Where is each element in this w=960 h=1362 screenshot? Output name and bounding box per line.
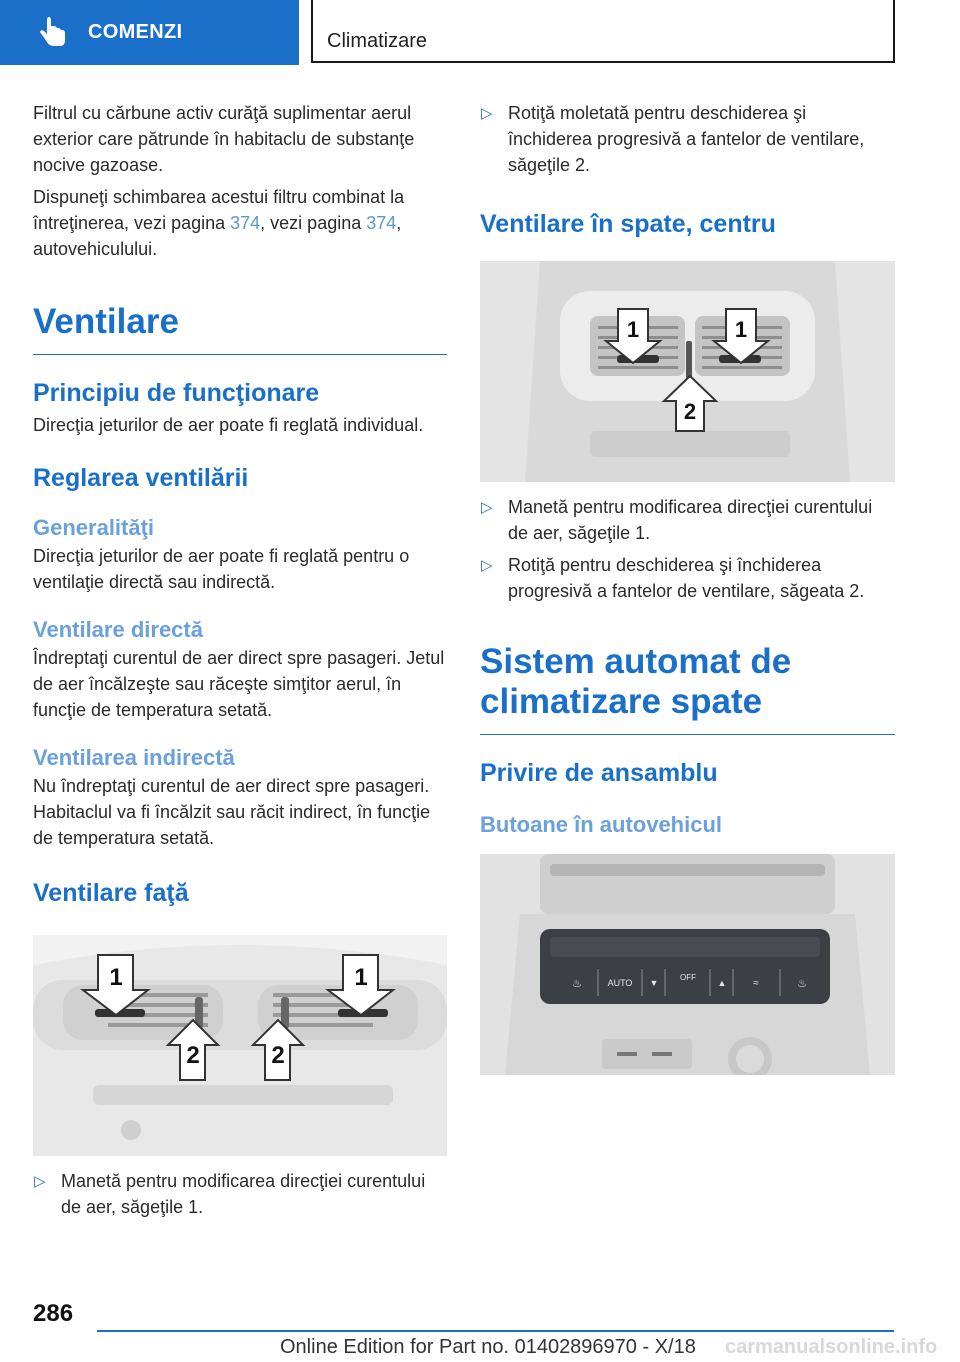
rear-bullet-maneta <box>480 494 895 546</box>
heading-generalitati: Generalităţi <box>33 515 155 540</box>
page-number: 286 <box>33 1300 74 1327</box>
rear-bullet-rotita-text: Rotiţă pentru deschiderea şi închiderea progresivă a fantelor de ventilare, săgeata 2. <box>508 555 865 601</box>
directa-paragraph: Îndreptaţi curentul de aer direct spre pasageri. Jetul de aer încălzeşte sau răceşte simţitor aerul, în funcţie de temperatura setată. <box>33 648 445 720</box>
filter-text-mid: , vezi pagina <box>260 213 367 233</box>
rear-arrow-1-left: 1 <box>626 317 640 342</box>
intro-paragraph: Filtrul cu cărbune activ curăţă suplimentar aerul exterior care pătrunde în habitaclu de substanţe nocive gazoase. <box>33 103 415 175</box>
rear-arrow-2: 2 <box>683 399 697 424</box>
svg-text:♨: ♨ <box>797 978 807 990</box>
heading-reglarea: Reglarea ventilării <box>33 464 249 492</box>
front-arrow-2-left: 2 <box>186 1042 200 1069</box>
left-column <box>33 100 447 908</box>
left-bullets <box>33 1168 447 1220</box>
front-bullet-text: Manetă pentru modificarea direcţiei curentului de aer, săgeţile 1. <box>61 1171 426 1217</box>
svg-text:▲: ▲ <box>717 978 727 988</box>
rear-vents-image <box>480 261 895 482</box>
heading-rule <box>480 734 895 735</box>
svg-text:▼: ▼ <box>649 978 659 988</box>
svg-text:♨: ♨ <box>572 978 582 990</box>
heading-butoane: Butoane în autovehicul <box>480 812 723 837</box>
rear-bullet-maneta-text: Manetă pentru modificarea direcţiei curentului de aer, săgeţile 1. <box>508 497 873 543</box>
triangle-bullet-icon: ▷ <box>34 1173 46 1190</box>
footer-edition: Online Edition for Part no. 01402896970 - X/18 <box>280 1336 696 1358</box>
heading-ventilare-directa: Ventilare directă <box>33 617 203 642</box>
front-arrow-2-right: 2 <box>271 1042 285 1069</box>
front-vents-image <box>33 935 447 1156</box>
heading-ventilare-spate-centru: Ventilare în spate, centru <box>480 210 776 238</box>
right-column <box>480 100 895 239</box>
triangle-bullet-icon: ▷ <box>481 105 493 122</box>
section-title: Climatizare <box>327 30 428 52</box>
header-tab-label: COMENZI <box>88 21 183 43</box>
heading-rule <box>33 354 447 355</box>
header-tab-comenzi[interactable] <box>0 0 299 65</box>
right-column-lower <box>480 494 895 838</box>
panel-off-label: OFF <box>680 973 696 982</box>
front-bullet-maneta <box>33 1168 447 1220</box>
rear-bullet-rotita <box>480 552 895 604</box>
svg-text:≈: ≈ <box>753 978 759 989</box>
heading-ventilare: Ventilare <box>33 302 179 341</box>
front-arrow-1-left: 1 <box>109 964 123 991</box>
heading-privire: Privire de ansamblu <box>480 759 718 787</box>
indirecta-paragraph: Nu îndreptaţi curentul de aer direct spre pasageri. Habitaclul va fi încălzit sau răcit indirect, în funcţie de temperatura setată. <box>33 776 431 848</box>
footer-watermark: carmanualsonline.info <box>725 1336 938 1358</box>
front-bullet-rotita <box>480 100 895 178</box>
heading-ventilare-fata: Ventilare faţă <box>33 879 189 907</box>
heading-ventilarea-indirecta: Ventilarea indirectă <box>33 745 235 770</box>
rear-arrow-1-right: 1 <box>734 317 748 342</box>
footer-rule <box>97 1330 894 1332</box>
rear-control-panel-image <box>480 854 895 1075</box>
hand-pointer-icon <box>36 16 70 50</box>
triangle-bullet-icon: ▷ <box>481 499 493 516</box>
filter-text-start: Dispuneţi schimbarea acestui filtru combinat la întreţinerea, vezi pagina <box>33 187 405 233</box>
heading-principiu: Principiu de funcţionare <box>33 379 320 407</box>
page-link-374-b[interactable]: 374 <box>366 213 397 233</box>
generalitati-paragraph: Direcţia jeturilor de aer poate fi reglată pentru o ventilaţie directă sau indirectă. <box>33 546 410 592</box>
panel-auto-label: AUTO <box>607 978 633 988</box>
section-title-box <box>311 0 895 63</box>
heading-sistem-automat: Sistem automat de climatizare spate <box>480 642 792 721</box>
filter-text-end: , autovehiculului. <box>33 213 402 259</box>
filter-paragraph <box>33 184 447 262</box>
triangle-bullet-icon: ▷ <box>481 557 493 574</box>
principiu-paragraph: Direcţia jeturilor de aer poate fi reglată individual. <box>33 415 424 435</box>
front-arrow-1-right: 1 <box>354 964 368 991</box>
page-link-374-a[interactable]: 374 <box>230 213 261 233</box>
front-bullet-rotita-text: Rotiţă moletată pentru deschiderea şi închiderea progresivă a fantelor de ventilare, săgeţile 2. <box>508 103 865 175</box>
